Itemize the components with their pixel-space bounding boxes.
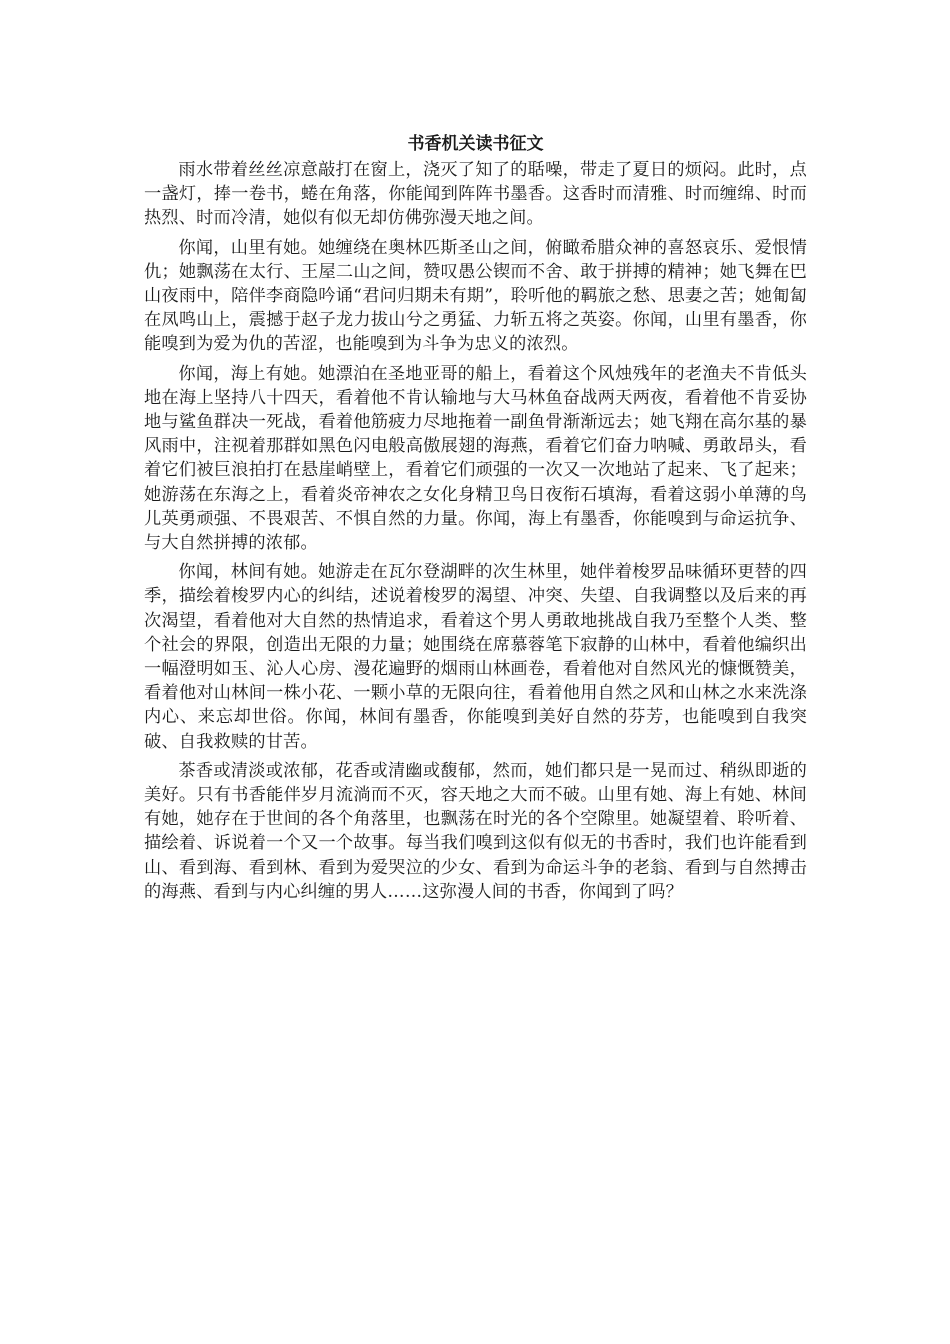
document-title: 书香机关读书征文 — [407, 134, 544, 154]
paragraph-mountain: 你闻，山里有她。她缠绕在奥林匹斯圣山之间，俯瞰希腊众神的喜怒哀乐、爱恨情仇；她飘荡在太行、王屋二山之间，赞叹愚公锲而不舍、敢于拼搏的精神；她飞舞在巴山夜雨中，陪伴李商隐吟诵“君问归期未有期”，聆听他的羁旅之愁、思妻之苦；她匍匐在凤鸣山上，震撼于赵子龙力拔山兮之勇猛、力斩五将之英姿。你闻，山里有墨香，你能嗅到为爱为仇的苦涩，也能嗅到为斗争为忠义的浓烈。 — [144, 237, 807, 355]
document-body — [144, 132, 807, 909]
paragraph-forest: 你闻，林间有她。她游走在瓦尔登湖畔的次生林里，她伴着梭罗品味循环更替的四季，描绘着梭罗内心的纠结，述说着梭罗的渴望、冲突、失望、自我调整以及后来的再次渴望，看着他对大自然的热情追求，看着这个男人勇敢地挑战自我乃至整个人类、整个社会的界限，创造出无限的力量；她围绕在席慕蓉笔下寂静的山林中，看着他编织出一幅澄明如玉、沁人心房、漫花遍野的烟雨山林画卷，看着他对自然风光的慷慨赞美，看着他对山林间一株小花、一颗小草的无限向往，看着他用自然之风和山林之水来洗涤内心、来忘却世俗。你闻，林间有墨香，你能嗅到美好自然的芬芳，也能嗅到自我突破、自我救赎的甘苦。 — [144, 562, 807, 752]
paragraph-intro: 雨水带着丝丝凉意敲打在窗上，浇灭了知了的聒噪，带走了夏日的烦闷。此时，点一盏灯，捧一卷书，蜷在角落，你能闻到阵阵书墨香。这香时而清雅、时而缠绵、时而热烈、时而冷清，她似有似无却仿佛弥漫天地之间。 — [144, 160, 807, 229]
paragraph-sea: 你闻，海上有她。她漂泊在圣地亚哥的船上，看着这个风烛残年的老渔夫不肯低头地在海上坚持八十四天，看着他不肯认输地与大马林鱼奋战两天两夜，看着他不肯妥协地与鲨鱼群决一死战，看着他筋疲力尽地拖着一副鱼骨渐渐远去；她飞翔在高尔基的暴风雨中，注视着那群如黑色闪电般高傲展翅的海燕，看着它们奋力呐喊、勇敢昂头，看着它们被巨浪拍打在悬崖峭壁上，看着它们顽强的一次又一次地站了起来、飞了起来；她游荡在东海之上，看着炎帝神农之女化身精卫鸟日夜衔石填海，看着这弱小单薄的鸟儿英勇顽强、不畏艰苦、不惧自然的力量。你闻，海上有墨香，你能嗅到与命运抗争、与大自然拼搏的浓郁。 — [144, 363, 807, 554]
paragraph-conclusion: 茶香或清淡或浓郁，花香或清幽或馥郁，然而，她们都只是一晃而过、稍纵即逝的美好。只有书香能伴岁月流淌而不灭，容天地之大而不破。山里有她、海上有她、林间有她，她存在于世间的各个角落里，也飘荡在时光的各个空隙里。她凝望着、聆听着、描绘着、诉说着一个又一个故事。每当我们嗅到这似有似无的书香时，我们也许能看到山、看到海、看到林、看到为爱哭泣的少女、看到为命运斗争的老翁、看到与自然搏击的海燕、看到与内心纠缠的男人……这弥漫人间的书香，你闻到了吗？ — [144, 760, 807, 902]
